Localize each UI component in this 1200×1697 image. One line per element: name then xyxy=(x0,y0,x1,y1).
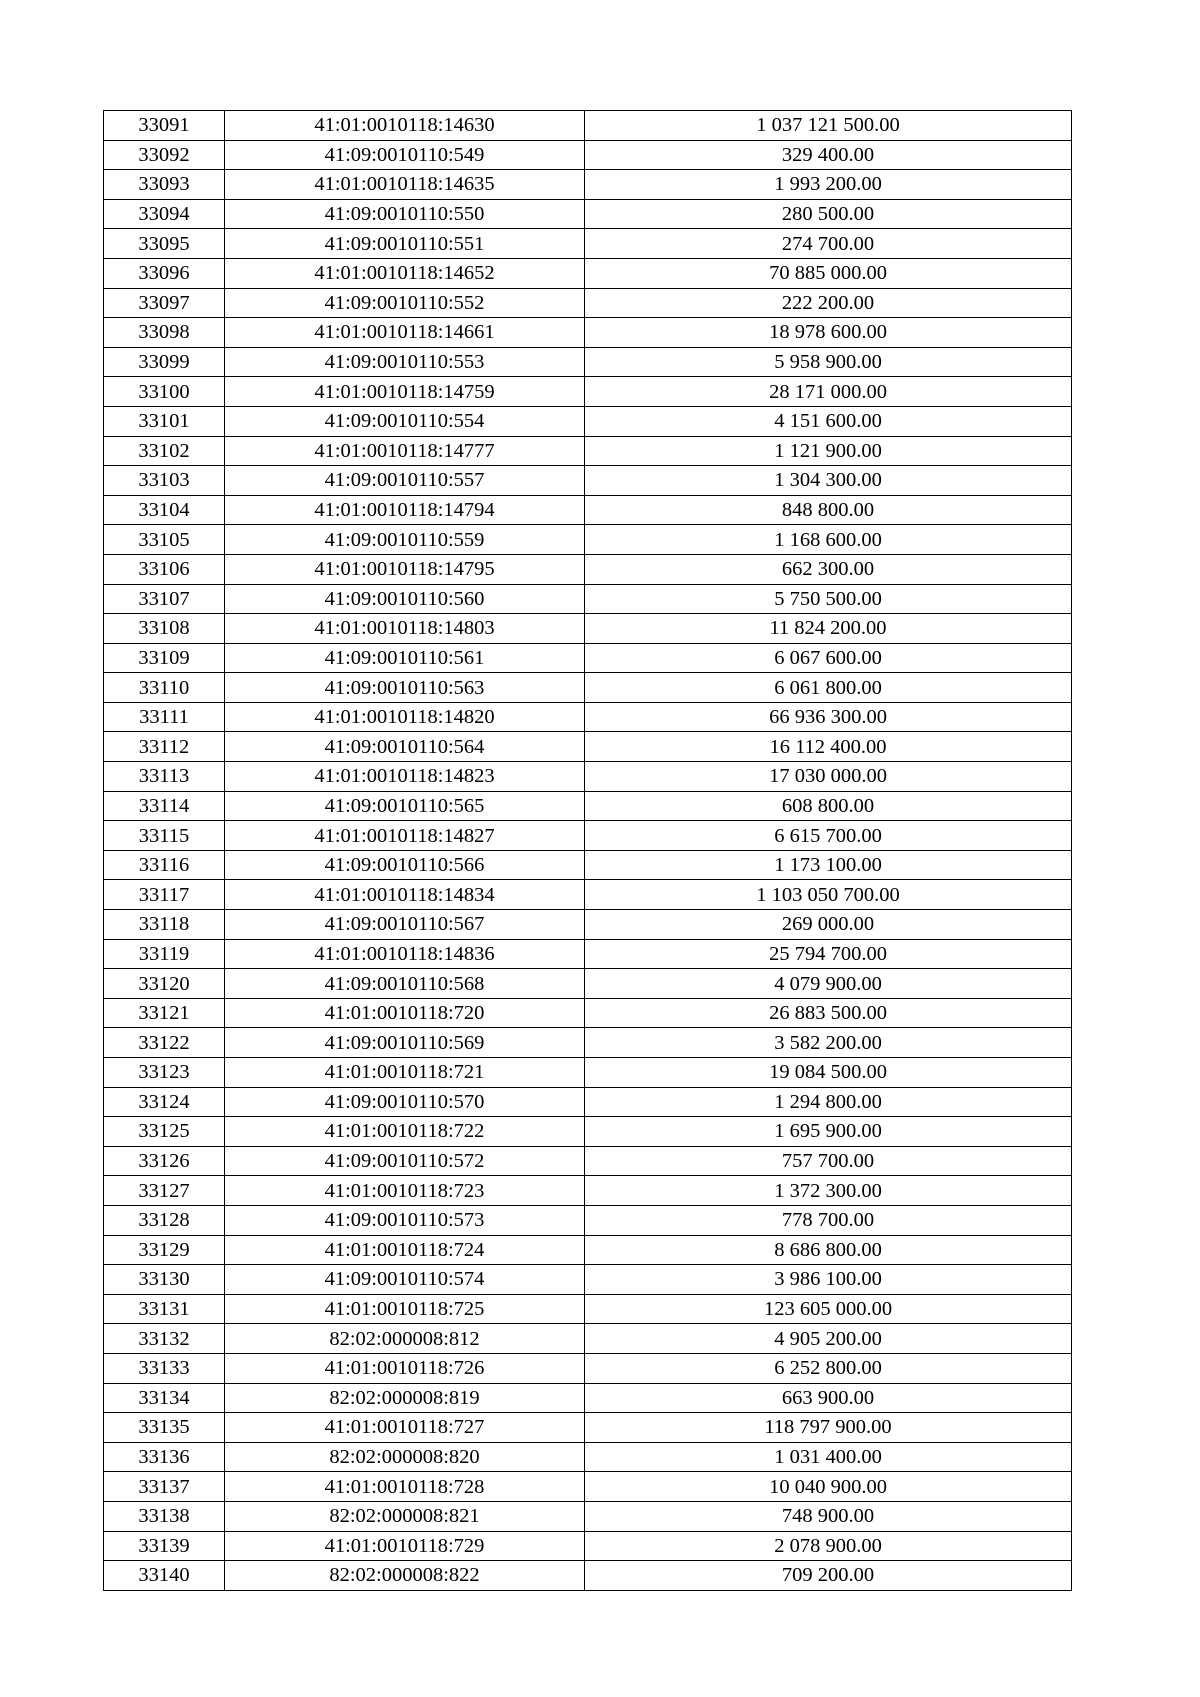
table-row xyxy=(104,910,1072,940)
cadastral-number-cell: 41:09:0010110:564 xyxy=(225,732,585,762)
value-cell: 16 112 400.00 xyxy=(585,732,1072,762)
row-number-cell: 33137 xyxy=(104,1472,225,1502)
row-number-cell: 33096 xyxy=(104,258,225,288)
row-number-cell: 33107 xyxy=(104,584,225,614)
value-cell: 10 040 900.00 xyxy=(585,1472,1072,1502)
table-row xyxy=(104,643,1072,673)
cadastral-number-cell: 82:02:000008:812 xyxy=(225,1324,585,1354)
cadastral-number-cell: 41:01:0010118:725 xyxy=(225,1294,585,1324)
row-number-cell: 33127 xyxy=(104,1176,225,1206)
cadastral-number-cell: 82:02:000008:819 xyxy=(225,1383,585,1413)
row-number-cell: 33111 xyxy=(104,702,225,732)
value-cell: 66 936 300.00 xyxy=(585,702,1072,732)
row-number-cell: 33105 xyxy=(104,525,225,555)
value-cell: 5 958 900.00 xyxy=(585,347,1072,377)
row-number-cell: 33095 xyxy=(104,229,225,259)
row-number-cell: 33139 xyxy=(104,1531,225,1561)
value-cell: 1 121 900.00 xyxy=(585,436,1072,466)
value-cell: 778 700.00 xyxy=(585,1205,1072,1235)
row-number-cell: 33136 xyxy=(104,1442,225,1472)
row-number-cell: 33132 xyxy=(104,1324,225,1354)
row-number-cell: 33093 xyxy=(104,170,225,200)
cadastral-number-cell: 41:09:0010110:557 xyxy=(225,466,585,496)
table-row xyxy=(104,702,1072,732)
value-cell: 329 400.00 xyxy=(585,140,1072,170)
table-row xyxy=(104,318,1072,348)
value-cell: 3 582 200.00 xyxy=(585,1028,1072,1058)
table-row xyxy=(104,1472,1072,1502)
table-row xyxy=(104,199,1072,229)
cadastral-number-cell: 41:01:0010118:14836 xyxy=(225,939,585,969)
value-cell: 28 171 000.00 xyxy=(585,377,1072,407)
cadastral-number-cell: 41:09:0010110:567 xyxy=(225,910,585,940)
row-number-cell: 33135 xyxy=(104,1413,225,1443)
row-number-cell: 33121 xyxy=(104,998,225,1028)
value-cell: 709 200.00 xyxy=(585,1561,1072,1591)
value-cell: 2 078 900.00 xyxy=(585,1531,1072,1561)
table-row xyxy=(104,1028,1072,1058)
cadastral-number-cell: 41:09:0010110:568 xyxy=(225,969,585,999)
table-row xyxy=(104,614,1072,644)
cadastral-number-cell: 41:01:0010118:727 xyxy=(225,1413,585,1443)
table-row xyxy=(104,850,1072,880)
table-row xyxy=(104,969,1072,999)
table-row xyxy=(104,762,1072,792)
row-number-cell: 33094 xyxy=(104,199,225,229)
table-row xyxy=(104,436,1072,466)
row-number-cell: 33108 xyxy=(104,614,225,644)
value-cell: 3 986 100.00 xyxy=(585,1265,1072,1295)
row-number-cell: 33103 xyxy=(104,466,225,496)
cadastral-number-cell: 41:09:0010110:566 xyxy=(225,850,585,880)
table-row xyxy=(104,1058,1072,1088)
cadastral-number-cell: 41:01:0010118:14794 xyxy=(225,495,585,525)
value-cell: 1 993 200.00 xyxy=(585,170,1072,200)
row-number-cell: 33120 xyxy=(104,969,225,999)
value-cell: 1 695 900.00 xyxy=(585,1117,1072,1147)
table-row xyxy=(104,1205,1072,1235)
row-number-cell: 33100 xyxy=(104,377,225,407)
row-number-cell: 33125 xyxy=(104,1117,225,1147)
value-cell: 280 500.00 xyxy=(585,199,1072,229)
row-number-cell: 33104 xyxy=(104,495,225,525)
table-row xyxy=(104,880,1072,910)
value-cell: 6 252 800.00 xyxy=(585,1353,1072,1383)
table-row xyxy=(104,1176,1072,1206)
table-row xyxy=(104,170,1072,200)
table-row xyxy=(104,1294,1072,1324)
table-row xyxy=(104,495,1072,525)
cadastral-number-cell: 41:01:0010118:722 xyxy=(225,1117,585,1147)
table-row xyxy=(104,1087,1072,1117)
cadastral-number-cell: 41:01:0010118:14777 xyxy=(225,436,585,466)
value-cell: 608 800.00 xyxy=(585,791,1072,821)
row-number-cell: 33129 xyxy=(104,1235,225,1265)
cadastral-number-cell: 82:02:000008:820 xyxy=(225,1442,585,1472)
table-row xyxy=(104,821,1072,851)
row-number-cell: 33102 xyxy=(104,436,225,466)
row-number-cell: 33116 xyxy=(104,850,225,880)
table-row xyxy=(104,998,1072,1028)
cadastral-number-cell: 41:09:0010110:570 xyxy=(225,1087,585,1117)
cadastral-number-cell: 41:09:0010110:569 xyxy=(225,1028,585,1058)
value-cell: 18 978 600.00 xyxy=(585,318,1072,348)
value-cell: 17 030 000.00 xyxy=(585,762,1072,792)
value-cell: 757 700.00 xyxy=(585,1146,1072,1176)
value-cell: 1 037 121 500.00 xyxy=(585,111,1072,141)
cadastral-number-cell: 82:02:000008:821 xyxy=(225,1501,585,1531)
table-row xyxy=(104,584,1072,614)
table-row xyxy=(104,554,1072,584)
cadastral-number-cell: 41:01:0010118:14834 xyxy=(225,880,585,910)
table-row xyxy=(104,377,1072,407)
table-row xyxy=(104,732,1072,762)
table-row xyxy=(104,1324,1072,1354)
table-row xyxy=(104,466,1072,496)
row-number-cell: 33117 xyxy=(104,880,225,910)
table-row xyxy=(104,406,1072,436)
table-row xyxy=(104,1501,1072,1531)
row-number-cell: 33131 xyxy=(104,1294,225,1324)
cadastral-number-cell: 41:01:0010118:728 xyxy=(225,1472,585,1502)
value-cell: 848 800.00 xyxy=(585,495,1072,525)
table-row xyxy=(104,1353,1072,1383)
row-number-cell: 33098 xyxy=(104,318,225,348)
cadastral-number-cell: 41:01:0010118:721 xyxy=(225,1058,585,1088)
cadastral-number-cell: 41:01:0010118:14635 xyxy=(225,170,585,200)
value-cell: 1 103 050 700.00 xyxy=(585,880,1072,910)
cadastral-number-cell: 41:09:0010110:554 xyxy=(225,406,585,436)
row-number-cell: 33109 xyxy=(104,643,225,673)
value-cell: 26 883 500.00 xyxy=(585,998,1072,1028)
cadastral-number-cell: 41:01:0010118:14820 xyxy=(225,702,585,732)
value-cell: 662 300.00 xyxy=(585,554,1072,584)
row-number-cell: 33128 xyxy=(104,1205,225,1235)
table-row xyxy=(104,525,1072,555)
value-cell: 4 079 900.00 xyxy=(585,969,1072,999)
table-row xyxy=(104,1531,1072,1561)
value-cell: 70 885 000.00 xyxy=(585,258,1072,288)
value-cell: 222 200.00 xyxy=(585,288,1072,318)
cadastral-number-cell: 41:09:0010110:560 xyxy=(225,584,585,614)
table-row xyxy=(104,140,1072,170)
row-number-cell: 33124 xyxy=(104,1087,225,1117)
cadastral-number-cell: 41:01:0010118:14759 xyxy=(225,377,585,407)
table-body xyxy=(104,111,1072,1591)
cadastral-number-cell: 41:09:0010110:573 xyxy=(225,1205,585,1235)
row-number-cell: 33101 xyxy=(104,406,225,436)
table-row xyxy=(104,1442,1072,1472)
row-number-cell: 33106 xyxy=(104,554,225,584)
table-row xyxy=(104,288,1072,318)
table-row xyxy=(104,1383,1072,1413)
table-row xyxy=(104,347,1072,377)
value-cell: 748 900.00 xyxy=(585,1501,1072,1531)
row-number-cell: 33097 xyxy=(104,288,225,318)
value-cell: 19 084 500.00 xyxy=(585,1058,1072,1088)
table-row xyxy=(104,1117,1072,1147)
row-number-cell: 33099 xyxy=(104,347,225,377)
value-cell: 663 900.00 xyxy=(585,1383,1072,1413)
cadastral-number-cell: 41:09:0010110:574 xyxy=(225,1265,585,1295)
cadastral-number-cell: 41:09:0010110:549 xyxy=(225,140,585,170)
cadastral-number-cell: 41:09:0010110:561 xyxy=(225,643,585,673)
cadastral-value-table xyxy=(103,110,1072,1591)
table-row xyxy=(104,258,1072,288)
cadastral-number-cell: 41:01:0010118:729 xyxy=(225,1531,585,1561)
cadastral-number-cell: 41:09:0010110:565 xyxy=(225,791,585,821)
value-cell: 4 905 200.00 xyxy=(585,1324,1072,1354)
row-number-cell: 33113 xyxy=(104,762,225,792)
value-cell: 1 372 300.00 xyxy=(585,1176,1072,1206)
cadastral-number-cell: 41:01:0010118:724 xyxy=(225,1235,585,1265)
cadastral-number-cell: 41:01:0010118:14823 xyxy=(225,762,585,792)
cadastral-number-cell: 41:09:0010110:559 xyxy=(225,525,585,555)
value-cell: 118 797 900.00 xyxy=(585,1413,1072,1443)
row-number-cell: 33114 xyxy=(104,791,225,821)
table-row xyxy=(104,939,1072,969)
table-row xyxy=(104,791,1072,821)
table-row xyxy=(104,1561,1072,1591)
value-cell: 6 615 700.00 xyxy=(585,821,1072,851)
row-number-cell: 33118 xyxy=(104,910,225,940)
cadastral-number-cell: 41:09:0010110:563 xyxy=(225,673,585,703)
value-cell: 11 824 200.00 xyxy=(585,614,1072,644)
value-cell: 6 067 600.00 xyxy=(585,643,1072,673)
cadastral-number-cell: 82:02:000008:822 xyxy=(225,1561,585,1591)
cadastral-number-cell: 41:01:0010118:14661 xyxy=(225,318,585,348)
value-cell: 1 304 300.00 xyxy=(585,466,1072,496)
value-cell: 5 750 500.00 xyxy=(585,584,1072,614)
value-cell: 1 031 400.00 xyxy=(585,1442,1072,1472)
cadastral-number-cell: 41:09:0010110:550 xyxy=(225,199,585,229)
row-number-cell: 33126 xyxy=(104,1146,225,1176)
value-cell: 4 151 600.00 xyxy=(585,406,1072,436)
row-number-cell: 33110 xyxy=(104,673,225,703)
row-number-cell: 33122 xyxy=(104,1028,225,1058)
table-row xyxy=(104,1413,1072,1443)
value-cell: 1 168 600.00 xyxy=(585,525,1072,555)
cadastral-number-cell: 41:01:0010118:14803 xyxy=(225,614,585,644)
row-number-cell: 33138 xyxy=(104,1501,225,1531)
value-cell: 123 605 000.00 xyxy=(585,1294,1072,1324)
cadastral-number-cell: 41:01:0010118:720 xyxy=(225,998,585,1028)
table-row xyxy=(104,1146,1072,1176)
cadastral-number-cell: 41:01:0010118:14795 xyxy=(225,554,585,584)
value-cell: 25 794 700.00 xyxy=(585,939,1072,969)
value-cell: 1 173 100.00 xyxy=(585,850,1072,880)
value-cell: 1 294 800.00 xyxy=(585,1087,1072,1117)
value-cell: 6 061 800.00 xyxy=(585,673,1072,703)
row-number-cell: 33091 xyxy=(104,111,225,141)
row-number-cell: 33133 xyxy=(104,1353,225,1383)
table-row xyxy=(104,1265,1072,1295)
cadastral-number-cell: 41:09:0010110:553 xyxy=(225,347,585,377)
table-row xyxy=(104,229,1072,259)
cadastral-number-cell: 41:01:0010118:14630 xyxy=(225,111,585,141)
table-row xyxy=(104,111,1072,141)
row-number-cell: 33134 xyxy=(104,1383,225,1413)
cadastral-number-cell: 41:01:0010118:14652 xyxy=(225,258,585,288)
row-number-cell: 33119 xyxy=(104,939,225,969)
row-number-cell: 33092 xyxy=(104,140,225,170)
cadastral-number-cell: 41:09:0010110:552 xyxy=(225,288,585,318)
cadastral-number-cell: 41:09:0010110:572 xyxy=(225,1146,585,1176)
value-cell: 8 686 800.00 xyxy=(585,1235,1072,1265)
row-number-cell: 33115 xyxy=(104,821,225,851)
value-cell: 274 700.00 xyxy=(585,229,1072,259)
cadastral-number-cell: 41:01:0010118:726 xyxy=(225,1353,585,1383)
cadastral-number-cell: 41:09:0010110:551 xyxy=(225,229,585,259)
cadastral-number-cell: 41:01:0010118:723 xyxy=(225,1176,585,1206)
table-row xyxy=(104,673,1072,703)
table-row xyxy=(104,1235,1072,1265)
row-number-cell: 33130 xyxy=(104,1265,225,1295)
cadastral-number-cell: 41:01:0010118:14827 xyxy=(225,821,585,851)
value-cell: 269 000.00 xyxy=(585,910,1072,940)
row-number-cell: 33112 xyxy=(104,732,225,762)
row-number-cell: 33123 xyxy=(104,1058,225,1088)
row-number-cell: 33140 xyxy=(104,1561,225,1591)
